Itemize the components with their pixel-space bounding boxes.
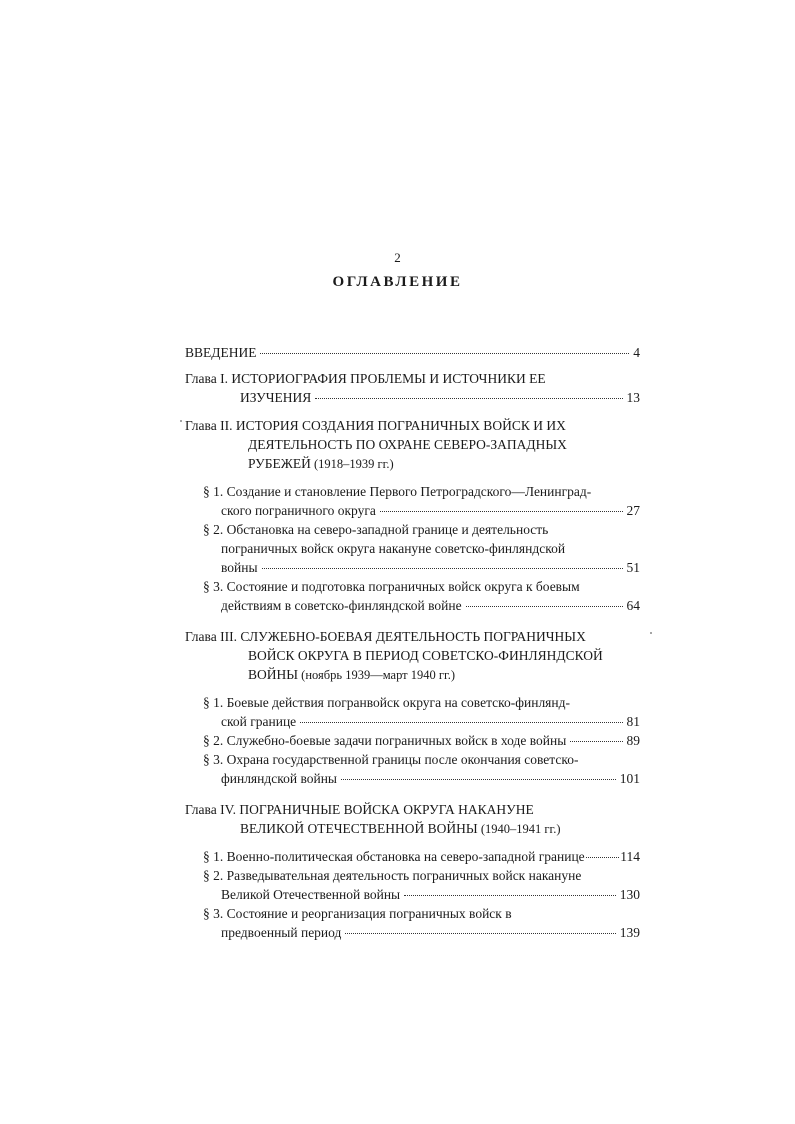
chapter-heading-line: [185, 665, 640, 685]
toc-entry-intro[interactable]: [185, 343, 640, 362]
toc-section-2-3[interactable]: [185, 577, 640, 615]
section-title-line: пограничных войск округа накануне советско-финляндской: [221, 541, 566, 556]
chapter-heading-line: [185, 819, 640, 839]
section-title: § 2. Обстановка на северо-западной границе и деятельность: [203, 522, 549, 537]
chapter-heading-text: РУБЕЖЕЙ: [248, 456, 311, 471]
toc-section-3-2[interactable]: [185, 731, 640, 750]
section-title-text: ской границе: [221, 714, 297, 729]
toc-page-number: 51: [626, 560, 640, 575]
page-number: 2: [394, 250, 401, 265]
section-last-line: [185, 501, 640, 520]
scan-speck: [180, 420, 182, 422]
toc-chapter-4[interactable]: [185, 800, 640, 839]
toc-chapter-3[interactable]: [185, 627, 640, 685]
section-last-line: [185, 885, 640, 904]
section-last-line: [185, 596, 640, 615]
toc-entry-label: ВВЕДЕНИЕ: [185, 345, 257, 360]
dot-leader: [570, 741, 622, 742]
toc-section-4-3[interactable]: [185, 904, 640, 942]
dot-leader: [345, 933, 615, 934]
section-title: § 3. Охрана государственной границы после окончания советско-: [203, 752, 579, 767]
section-last-line: [185, 923, 640, 942]
chapter-heading-line: ДЕЯТЕЛЬНОСТЬ ПО ОХРАНЕ СЕВЕРО-ЗАПАДНЫХ: [248, 437, 567, 452]
toc-section-4-1[interactable]: [185, 847, 640, 866]
chapter-heading: Глава IV. ПОГРАНИЧНЫЕ ВОЙСКА ОКРУГА НАКАНУНЕ: [185, 802, 534, 817]
chapter-heading-line: [185, 454, 640, 474]
chapter-heading: Глава II. ИСТОРИЯ СОЗДАНИЯ ПОГРАНИЧНЫХ ВОЙСК И ИХ: [185, 418, 566, 433]
section-last-line: [185, 558, 640, 577]
chapter-heading-line: ВОЙСК ОКРУГА В ПЕРИОД СОВЕТСКО-ФИНЛЯНДСКОЙ: [248, 648, 603, 663]
toc-page-number: 64: [626, 598, 640, 613]
chapter-heading: Глава I. ИСТОРИОГРАФИЯ ПРОБЛЕМЫ И ИСТОЧНИКИ ЕЕ: [185, 371, 546, 386]
dot-leader: [404, 895, 616, 896]
dot-leader: [380, 511, 623, 512]
section-title-text: предвоенный период: [221, 925, 342, 940]
toc-page-number: 81: [626, 714, 640, 729]
dot-leader: [315, 398, 622, 399]
section-title: § 1. Создание и становление Первого Петроградского—Ленинград-: [203, 484, 592, 499]
table-of-contents: [185, 343, 640, 942]
chapter-years: (ноябрь 1939—март 1940 гг.): [298, 668, 456, 682]
section-title-text: войны: [221, 560, 258, 575]
chapter-heading-last-line: [185, 388, 640, 407]
dot-leader: [262, 568, 623, 569]
section-title: § 1. Боевые действия погранвойск округа на советско-финлянд-: [203, 695, 570, 710]
section-last-line: [185, 769, 640, 788]
toc-page-number: 27: [626, 503, 640, 518]
page-title: ОГЛАВЛЕНИЕ: [332, 274, 463, 290]
toc-page-number: 139: [619, 925, 640, 940]
chapter-heading: Глава III. СЛУЖЕБНО-БОЕВАЯ ДЕЯТЕЛЬНОСТЬ ПОГРАНИЧНЫХ: [185, 629, 586, 644]
chapter-years: (1940–1941 гг.): [477, 822, 561, 836]
dot-leader: [300, 722, 622, 723]
scan-speck: [650, 632, 652, 634]
section-title-text: § 2. Служебно-боевые задачи пограничных войск в ходе войны: [203, 733, 567, 748]
toc-page-number: 4: [633, 345, 640, 360]
chapter-heading-text: ВЕЛИКОЙ ОТЕЧЕСТВЕННОЙ ВОЙНЫ: [240, 821, 478, 836]
section-title-text: ского пограничного округа: [221, 503, 376, 518]
section-title-text: § 1. Военно-политическая обстановка на северо-западной границе: [203, 849, 585, 864]
section-title-text: финляндской войны: [221, 771, 338, 786]
toc-section-4-2[interactable]: [185, 866, 640, 904]
dot-leader: [260, 353, 629, 354]
toc-page-number: 101: [619, 771, 640, 786]
toc-page-number: 13: [626, 390, 640, 405]
toc-section-2-2[interactable]: [185, 520, 640, 577]
section-title: § 3. Состояние и реорганизация пограничных войск в: [203, 906, 512, 921]
section-title-text: действиям в советско-финляндской войне: [221, 598, 462, 613]
dot-leader: [466, 606, 623, 607]
toc-section-3-3[interactable]: [185, 750, 640, 788]
section-title-text: Великой Отечественной войны: [221, 887, 401, 902]
toc-section-3-1[interactable]: [185, 693, 640, 731]
toc-page-number: 130: [619, 887, 640, 902]
toc-chapter-1[interactable]: [185, 369, 640, 407]
chapter-heading-text: ИЗУЧЕНИЯ: [240, 390, 312, 405]
toc-chapter-2[interactable]: [185, 416, 640, 474]
toc-page-number: 89: [626, 733, 640, 748]
section-last-line: [185, 712, 640, 731]
chapter-heading-text: ВОЙНЫ: [248, 667, 299, 682]
section-title: § 2. Разведывательная деятельность пограничных войск накануне: [203, 868, 582, 883]
section-title: § 3. Состояние и подготовка пограничных войск округа к боевым: [203, 579, 580, 594]
chapter-years: (1918–1939 гг.): [310, 457, 394, 471]
toc-page-number: 114: [620, 849, 640, 864]
toc-section-2-1[interactable]: [185, 482, 640, 520]
dot-leader: [586, 857, 620, 858]
dot-leader: [341, 779, 616, 780]
